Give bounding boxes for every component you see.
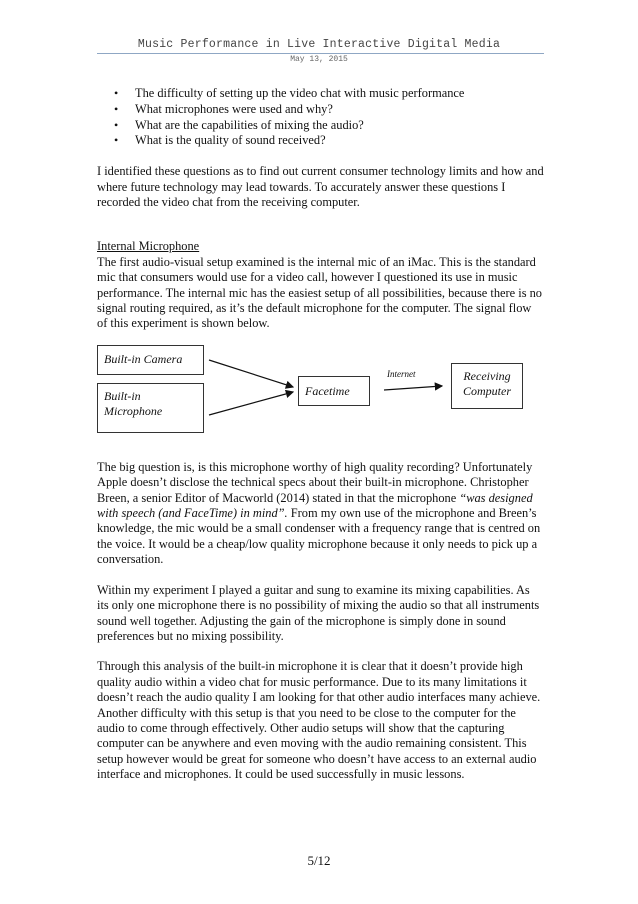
internet-label: Internet	[387, 368, 416, 379]
camera-arrow	[209, 360, 293, 387]
receiving-computer-box: Receiving Computer	[451, 363, 523, 409]
list-item: • What microphones were used and why?	[97, 102, 544, 117]
header-date: May 13, 2015	[290, 55, 348, 64]
list-item: • What are the capabilities of mixing the audio?	[97, 118, 544, 133]
mic-arrow	[209, 392, 293, 415]
internet-arrow	[384, 386, 442, 390]
question-list	[97, 86, 544, 149]
big-question-paragraph	[97, 460, 544, 568]
camera-box: Built-in Camera	[97, 345, 204, 375]
big-question-text-cont: From my own use of the microphone and Breen’s knowledge, the mic would be a small condenser with a frequency range that is centred on the voice. It would be a cheap/low quality microphone because it only needs to pick up a conversation.	[97, 506, 541, 567]
facetime-box: Facetime	[298, 376, 370, 406]
signal-flow-diagram	[97, 345, 544, 435]
big-question-text: The big question is, is this microphone worthy of high quality recording? Unfortunately Apple doesn’t disclose the technical specs about their built-in microphone. Christopher Breen, a senior Editor of Macworld (2014) stated in that the microphone	[97, 459, 533, 505]
header-title: Music Performance in Live Interactive Digital Media	[137, 38, 501, 51]
page-number: 5/12	[307, 853, 331, 868]
microphone-box: Built-in Microphone	[97, 383, 204, 433]
conclusion-paragraph: Through this analysis of the built-in microphone it is clear that it doesn’t provide high quality audio within a video chat for music performance. Due to its many limitations it doesn’t reach the audio quality I am looking for that other audio interfaces many achieve. Another difficulty with this setup is that you need to be close to the computer for the audio to come through effectively. Other audio setups will show that the capturing computer can be anywhere and even moving with the audio remaining consistent. This setup however would be great for someone who doesn’t have access to an external audio interface and microphones. It could be used successfully in music lessons.	[97, 659, 541, 782]
page-body	[97, 86, 544, 783]
experiment-paragraph: Within my experiment I played a guitar and sung to examine its mixing capabilities. As its only one microphone there is no possibility of mixing the audio so that all instruments sound well together. Adjusting the gain of the microphone is simply done in sound preferences but no mixing possibility.	[97, 582, 540, 643]
section-paragraph: The first audio-visual setup examined is the internal mic of an iMac. This is the standard mic that consumers would use for a video call, however I questioned its use in music performance. The internal mic has the easiest setup of all possibilities, because there is no signal routing required, as it’s the default microphone for the computer. The signal flow of this experiment is shown below.	[97, 254, 543, 331]
list-item: • What is the quality of sound received?	[97, 133, 544, 148]
list-item: • The difficulty of setting up the video chat with music performance	[97, 86, 544, 101]
intro-paragraph: I identified these questions as to find out current consumer technology limits and how and where future technology may lead towards. To accurately answer these questions I recorded the video chat from the receiving computer.	[97, 164, 544, 209]
quote-text: “was designed with speech (and FaceTime) in mind”.	[97, 490, 533, 521]
header-rule	[97, 53, 544, 54]
section-heading: Internal Microphone	[97, 239, 200, 254]
